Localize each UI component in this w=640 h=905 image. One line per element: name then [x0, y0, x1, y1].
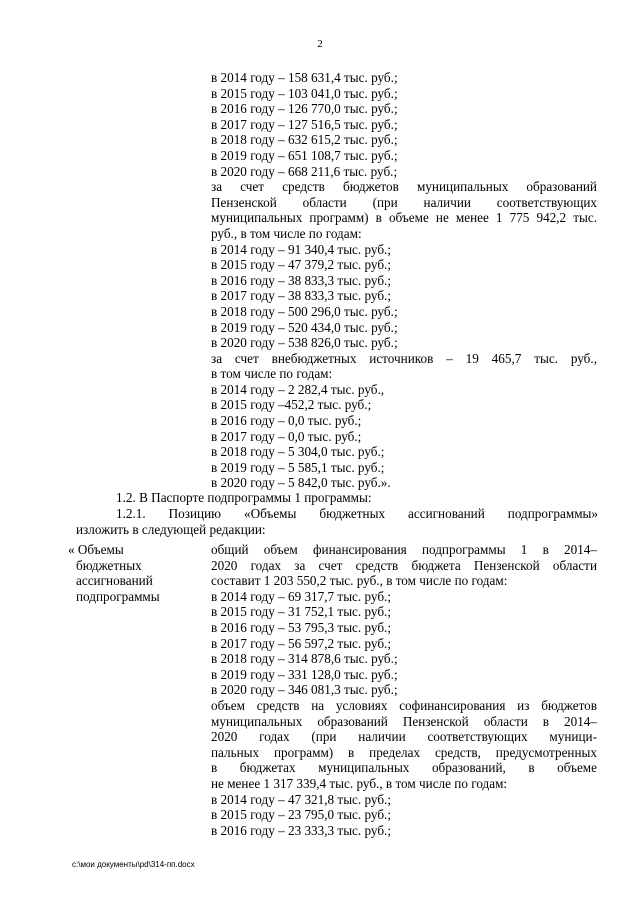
paragraph-line: в том числе по годам:: [211, 366, 333, 382]
year-line: в 2017 году – 38 833,3 тыс. руб.;: [211, 288, 392, 304]
footer-file-path: c:\мои документы\pd\314-пп.docx: [72, 860, 195, 869]
item-1-2-1-line: 1.2.1. Позицию «Объемы бюджетных ассигнований подпрограммы»: [116, 506, 598, 521]
paragraph-line: за счет внебюджетных источников – 19 465,7 тыс. руб.,: [211, 350, 597, 366]
year-line: в 2020 году – 346 081,3 тыс. руб.;: [211, 682, 398, 698]
municipal-budget-paragraph: [211, 179, 597, 241]
year-line: в 2019 году – 520 434,0 тыс. руб.;: [211, 319, 398, 335]
total-financing-paragraph: [211, 542, 597, 589]
year-line: в 2018 году – 632 615,2 тыс. руб.;: [211, 132, 398, 148]
main-text-column: [211, 70, 597, 491]
paragraph-line: 2020 годах (при наличии соответствующих муници-: [211, 729, 597, 745]
year-line: в 2019 году – 331 128,0 тыс. руб.;: [211, 666, 398, 682]
paragraph-line: за счет средств бюджетов муниципальных образований: [211, 179, 597, 195]
passport-position-label: [68, 542, 160, 604]
page-number: 2: [317, 38, 323, 50]
budget-years-list-3: [211, 382, 597, 491]
paragraph-line: муниципальных образований Пензенской области в 2014–: [211, 713, 597, 729]
year-line: в 2017 году – 127 516,5 тыс. руб.;: [211, 116, 398, 132]
year-line: в 2015 году – 103 041,0 тыс. руб.;: [211, 85, 398, 101]
paragraph-line: составит 1 203 550,2 тыс. руб., в том числе по годам:: [211, 573, 508, 589]
budget-years-list-5: [211, 792, 597, 839]
paragraph-line: не менее 1 317 339,4 тыс. руб., в том числе по годам:: [211, 775, 508, 791]
paragraph-line: в бюджетах муниципальных образований, в объеме: [211, 760, 597, 776]
item-1-2-heading: 1.2. В Паспорте подпрограммы 1 программы:: [116, 490, 372, 505]
year-line: в 2017 году – 56 597,2 тыс. руб.;: [211, 635, 392, 651]
label-line: « Объемы: [68, 542, 124, 557]
year-line: в 2015 году – 31 752,1 тыс. руб.;: [211, 604, 392, 620]
paragraph-line: муниципальных программ) в объеме не менее 1 775 942,2 тыс.: [211, 210, 597, 226]
year-line: в 2020 году – 668 211,6 тыс. руб.;: [211, 163, 398, 179]
year-line: в 2017 году – 0,0 тыс. руб.;: [211, 428, 362, 444]
year-line: в 2016 году – 126 770,0 тыс. руб.;: [211, 101, 398, 117]
cofinancing-paragraph: [211, 698, 597, 792]
year-line: в 2016 году – 0,0 тыс. руб.;: [211, 413, 362, 429]
year-line: в 2019 году – 651 108,7 тыс. руб.;: [211, 147, 398, 163]
extrabudget-paragraph: [211, 351, 597, 382]
year-line: в 2015 году –452,2 тыс. руб.;: [211, 397, 372, 413]
year-line: в 2014 году – 2 282,4 тыс. руб.,: [211, 381, 385, 397]
item-1-2-1-line: изложить в следующей редакции:: [76, 521, 266, 537]
label-line: ассигнований: [76, 573, 153, 589]
year-line: в 2015 году – 47 379,2 тыс. руб.;: [211, 257, 392, 273]
year-line: в 2018 году – 5 304,0 тыс. руб.;: [211, 444, 385, 460]
paragraph-line: пальных программ) в пределах средств, предусмотренных: [211, 744, 597, 760]
budget-years-list-1: [211, 70, 597, 179]
year-line: в 2020 году – 5 842,0 тыс. руб.».: [211, 475, 391, 491]
item-1-2: [116, 490, 598, 506]
passport-position-text: [211, 542, 597, 838]
year-line: в 2020 году – 538 826,0 тыс. руб.;: [211, 335, 398, 351]
label-line: подпрограммы: [76, 588, 160, 604]
label-line: бюджетных: [76, 557, 142, 573]
paragraph-line: Пензенской области (при наличии соответствующих: [211, 194, 597, 210]
year-line: в 2014 году – 158 631,4 тыс. руб.;: [211, 70, 398, 85]
year-line: в 2016 году – 23 333,3 тыс. руб.;: [211, 822, 392, 838]
paragraph-line: руб., в том числе по годам:: [211, 225, 362, 241]
year-line: в 2015 году – 23 795,0 тыс. руб.;: [211, 807, 392, 823]
item-1-2-1: [76, 506, 598, 537]
year-line: в 2018 году – 500 296,0 тыс. руб.;: [211, 303, 398, 319]
year-line: в 2018 году – 314 878,6 тыс. руб.;: [211, 651, 398, 667]
year-line: в 2014 году – 69 317,7 тыс. руб.;: [211, 588, 392, 604]
year-line: в 2014 году – 91 340,4 тыс. руб.;: [211, 241, 392, 257]
year-line: в 2019 году – 5 585,1 тыс. руб.;: [211, 459, 385, 475]
paragraph-line: объем средств на условиях софинансирования из бюджетов: [211, 697, 597, 713]
year-line: в 2016 году – 53 795,3 тыс. руб.;: [211, 619, 392, 635]
paragraph-line: общий объем финансирования подпрограммы 1 в 2014–: [211, 542, 597, 557]
year-line: в 2014 году – 47 321,8 тыс. руб.;: [211, 791, 392, 807]
budget-years-list-2: [211, 242, 597, 351]
paragraph-line: 2020 годах за счет средств бюджета Пензенской области: [211, 557, 597, 573]
year-line: в 2016 году – 38 833,3 тыс. руб.;: [211, 272, 392, 288]
budget-years-list-4: [211, 589, 597, 698]
